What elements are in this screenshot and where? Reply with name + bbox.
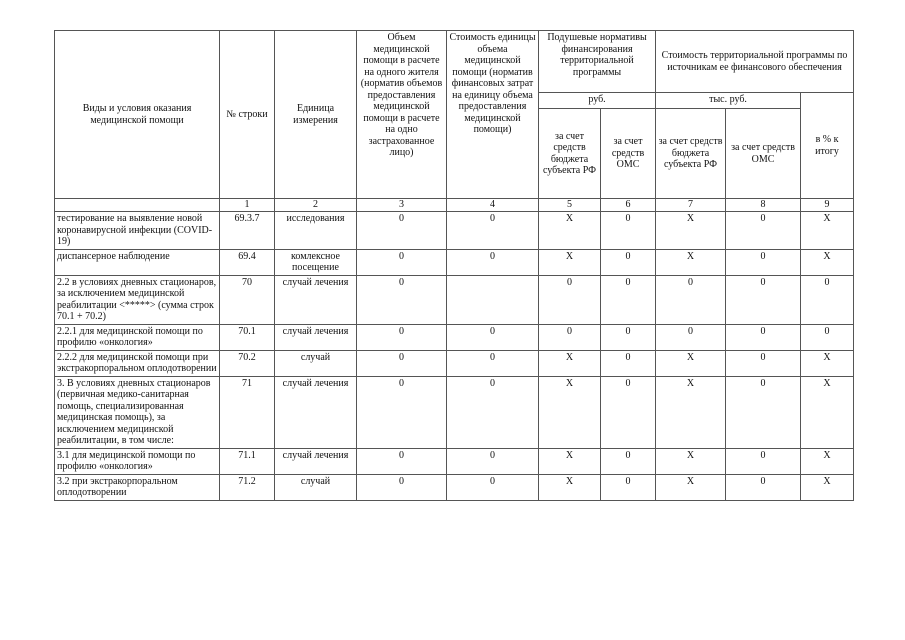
header-unit: Единица измерения bbox=[275, 31, 357, 199]
cell-program-budget: X bbox=[656, 350, 726, 376]
row-name: тестирование на выявление новой коронавирусной инфекции (COVID-19) bbox=[55, 212, 220, 250]
header-cost-oms: за счет средств ОМС bbox=[726, 109, 801, 199]
row-unit: исследования bbox=[275, 212, 357, 250]
cell-volume: 0 bbox=[357, 212, 447, 250]
column-number: 7 bbox=[656, 199, 726, 212]
cell-percapita-oms: 0 bbox=[601, 350, 656, 376]
cell-volume: 0 bbox=[357, 350, 447, 376]
row-name: диспансерное наблюдение bbox=[55, 249, 220, 275]
cell-program-budget: X bbox=[656, 376, 726, 448]
cell-cost: 0 bbox=[447, 350, 539, 376]
cell-percapita-budget: X bbox=[539, 249, 601, 275]
cell-program-budget: 0 bbox=[656, 324, 726, 350]
cell-percent: X bbox=[801, 249, 854, 275]
column-number: 3 bbox=[357, 199, 447, 212]
header-rub: руб. bbox=[539, 93, 656, 109]
header-percent: в % к итогу bbox=[801, 93, 854, 199]
column-number: 8 bbox=[726, 199, 801, 212]
table-row bbox=[55, 275, 854, 324]
row-unit: случай лечения bbox=[275, 324, 357, 350]
cell-percapita-budget: X bbox=[539, 474, 601, 500]
row-unit: случай лечения bbox=[275, 275, 357, 324]
header-per-capita-oms: за счет средств ОМС bbox=[601, 109, 656, 199]
row-name: 2.2.2 для медицинской помощи при экстракорпоральном оплодотворении bbox=[55, 350, 220, 376]
cell-volume: 0 bbox=[357, 448, 447, 474]
cell-volume: 0 bbox=[357, 474, 447, 500]
cell-percapita-oms: 0 bbox=[601, 212, 656, 250]
header-cost: Стоимость единицы объема медицинской помощи (норматив финансовых затрат на единицу объема предоставления медицинской помощи) bbox=[447, 31, 539, 199]
cell-cost bbox=[447, 275, 539, 324]
cell-percapita-budget: 0 bbox=[539, 275, 601, 324]
cell-percapita-oms: 0 bbox=[601, 376, 656, 448]
header-kind: Виды и условия оказания медицинской помощи bbox=[55, 31, 220, 199]
cell-percent: X bbox=[801, 474, 854, 500]
table-row bbox=[55, 324, 854, 350]
cell-cost: 0 bbox=[447, 376, 539, 448]
cell-program-oms: 0 bbox=[726, 275, 801, 324]
cell-program-budget: X bbox=[656, 249, 726, 275]
column-number: 4 bbox=[447, 199, 539, 212]
row-unit: случай bbox=[275, 474, 357, 500]
row-unit: комлексное посещение bbox=[275, 249, 357, 275]
cell-percapita-oms: 0 bbox=[601, 275, 656, 324]
cell-cost: 0 bbox=[447, 474, 539, 500]
cell-percent: X bbox=[801, 212, 854, 250]
cell-program-budget: 0 bbox=[656, 275, 726, 324]
row-number: 70.2 bbox=[220, 350, 275, 376]
table-row bbox=[55, 376, 854, 448]
row-unit: случай лечения bbox=[275, 448, 357, 474]
cell-cost: 0 bbox=[447, 448, 539, 474]
cell-percapita-oms: 0 bbox=[601, 249, 656, 275]
column-number: 2 bbox=[275, 199, 357, 212]
table-row bbox=[55, 350, 854, 376]
cell-program-oms: 0 bbox=[726, 249, 801, 275]
header-program-cost: Стоимость территориальной программы по источникам ее финансового обеспечения bbox=[656, 31, 854, 93]
row-number: 71.2 bbox=[220, 474, 275, 500]
cell-program-oms: 0 bbox=[726, 350, 801, 376]
cell-program-budget: X bbox=[656, 212, 726, 250]
table-row bbox=[55, 474, 854, 500]
row-number: 70.1 bbox=[220, 324, 275, 350]
cell-percapita-budget: X bbox=[539, 376, 601, 448]
cell-cost: 0 bbox=[447, 212, 539, 250]
cell-percent: X bbox=[801, 350, 854, 376]
row-number: 69.4 bbox=[220, 249, 275, 275]
cell-volume: 0 bbox=[357, 376, 447, 448]
header-thousand-rub: тыс. руб. bbox=[656, 93, 801, 109]
column-number: 1 bbox=[220, 199, 275, 212]
cell-program-oms: 0 bbox=[726, 324, 801, 350]
row-number: 69.3.7 bbox=[220, 212, 275, 250]
column-number: 5 bbox=[539, 199, 601, 212]
column-number: 9 bbox=[801, 199, 854, 212]
header-per-capita-budget: за счет средств бюджета субъекта РФ bbox=[539, 109, 601, 199]
table-row bbox=[55, 212, 854, 250]
cell-volume: 0 bbox=[357, 275, 447, 324]
cell-percapita-budget: X bbox=[539, 350, 601, 376]
cell-program-oms: 0 bbox=[726, 212, 801, 250]
column-number: 6 bbox=[601, 199, 656, 212]
cell-percapita-oms: 0 bbox=[601, 448, 656, 474]
cell-program-budget: X bbox=[656, 448, 726, 474]
cell-percapita-budget: X bbox=[539, 212, 601, 250]
cell-volume: 0 bbox=[357, 324, 447, 350]
column-numbers-row bbox=[55, 199, 854, 212]
header-per-capita: Подушевые нормативы финансирования территориальной программы bbox=[539, 31, 656, 93]
row-name: 3. В условиях дневных стационаров (первичная медико-санитарная помощь, специализированная медицинская помощь), за исключением медицинской реабилитации, в том числе: bbox=[55, 376, 220, 448]
row-name: 3.1 для медицинской помощи по профилю «онкология» bbox=[55, 448, 220, 474]
cell-percent: 0 bbox=[801, 275, 854, 324]
table-row bbox=[55, 448, 854, 474]
cell-percent: X bbox=[801, 448, 854, 474]
cell-percapita-oms: 0 bbox=[601, 324, 656, 350]
table-row bbox=[55, 249, 854, 275]
row-number: 71 bbox=[220, 376, 275, 448]
cell-percent: X bbox=[801, 376, 854, 448]
cell-program-oms: 0 bbox=[726, 376, 801, 448]
row-unit: случай лечения bbox=[275, 376, 357, 448]
header-row-no: № строки bbox=[220, 31, 275, 199]
row-unit: случай bbox=[275, 350, 357, 376]
header-volume: Объем медицинской помощи в расчете на одного жителя (норматив объемов предоставления медицинской помощи в расчете на одно застрахованное лицо) bbox=[357, 31, 447, 199]
column-number bbox=[55, 199, 220, 212]
row-name: 3.2 при экстракорпоральном оплодотворении bbox=[55, 474, 220, 500]
cell-percapita-oms: 0 bbox=[601, 474, 656, 500]
row-name: 2.2 в условиях дневных стационаров, за исключением медицинской реабилитации <*****> (сумма строк 70.1 + 70.2) bbox=[55, 275, 220, 324]
cell-percent: 0 bbox=[801, 324, 854, 350]
header-cost-budget: за счет средств бюджета субъекта РФ bbox=[656, 109, 726, 199]
cell-percapita-budget: 0 bbox=[539, 324, 601, 350]
cell-cost: 0 bbox=[447, 249, 539, 275]
cell-percapita-budget: X bbox=[539, 448, 601, 474]
row-name: 2.2.1 для медицинской помощи по профилю «онкология» bbox=[55, 324, 220, 350]
row-number: 71.1 bbox=[220, 448, 275, 474]
cell-program-budget: X bbox=[656, 474, 726, 500]
cell-program-oms: 0 bbox=[726, 448, 801, 474]
cell-cost: 0 bbox=[447, 324, 539, 350]
cell-volume: 0 bbox=[357, 249, 447, 275]
row-number: 70 bbox=[220, 275, 275, 324]
territorial-program-table bbox=[54, 30, 854, 501]
cell-program-oms: 0 bbox=[726, 474, 801, 500]
